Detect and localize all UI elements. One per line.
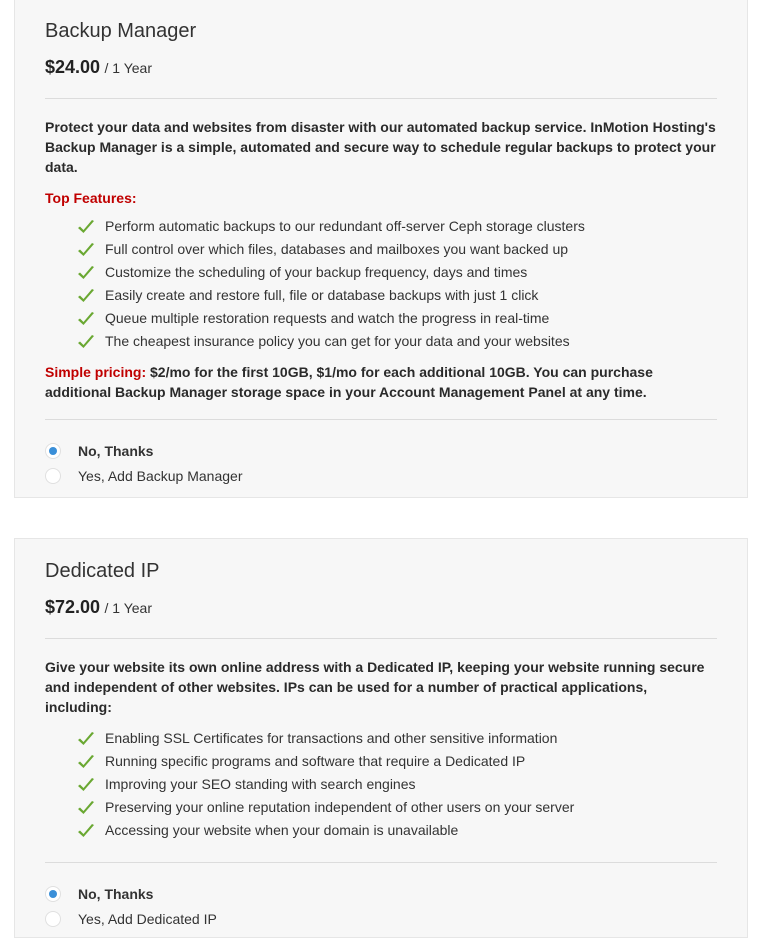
list-item: Full control over which files, databases and mailboxes you want backed up xyxy=(77,238,717,261)
radio-button[interactable] xyxy=(45,443,61,459)
backup-period: / 1 Year xyxy=(104,60,153,76)
dedicated-ip-price-row xyxy=(45,595,717,621)
check-icon xyxy=(77,777,95,793)
divider xyxy=(45,638,717,639)
radio-button[interactable] xyxy=(45,468,61,484)
check-icon xyxy=(77,311,95,327)
list-item: The cheapest insurance policy you can get for your data and your websites xyxy=(77,330,717,353)
check-icon xyxy=(77,334,95,350)
radio-button[interactable] xyxy=(45,911,61,927)
dedicated-ip-option-yes[interactable]: Yes, Add Dedicated IP xyxy=(45,906,717,931)
dedicated-ip-card xyxy=(14,538,748,938)
backup-price-row xyxy=(45,55,717,81)
check-icon xyxy=(77,800,95,816)
check-icon xyxy=(77,731,95,747)
check-icon xyxy=(77,754,95,770)
backup-option-yes[interactable]: Yes, Add Backup Manager xyxy=(45,463,717,488)
list-item: Perform automatic backups to our redundant off-server Ceph storage clusters xyxy=(77,215,717,238)
divider xyxy=(45,862,717,863)
dedicated-ip-title: Dedicated IP xyxy=(45,560,160,582)
pricing-label: Simple pricing: xyxy=(45,364,147,380)
backup-features-label: Top Features: xyxy=(45,190,137,206)
pricing-text: $2/mo for the first 10GB, $1/mo for each additional 10GB. You can purchase additional Backup Manager storage space in your Account Management Panel at any time. xyxy=(45,364,653,400)
backup-pricing xyxy=(45,362,717,402)
backup-options xyxy=(45,438,717,488)
list-item: Easily create and restore full, file or database backups with just 1 click xyxy=(77,284,717,307)
divider xyxy=(45,98,717,99)
dedicated-ip-period: / 1 Year xyxy=(104,600,153,616)
list-item: Preserving your online reputation independent of other users on your server xyxy=(77,796,717,819)
list-item: Improving your SEO standing with search engines xyxy=(77,773,717,796)
list-item: Running specific programs and software that require a Dedicated IP xyxy=(77,750,717,773)
list-item: Queue multiple restoration requests and watch the progress in real-time xyxy=(77,307,717,330)
backup-price: $24.00 xyxy=(45,57,101,77)
radio-button[interactable] xyxy=(45,886,61,902)
check-icon xyxy=(77,823,95,839)
list-item: Customize the scheduling of your backup frequency, days and times xyxy=(77,261,717,284)
check-icon xyxy=(77,219,95,235)
check-icon xyxy=(77,265,95,281)
list-item: Enabling SSL Certificates for transactions and other sensitive information xyxy=(77,727,717,750)
backup-title: Backup Manager xyxy=(45,20,197,42)
check-icon xyxy=(77,242,95,258)
dedicated-ip-option-no[interactable]: No, Thanks xyxy=(45,881,717,906)
backup-description: Protect your data and websites from disaster with our automated backup service. InMotion Hosting's Backup Manager is a simple, automated and secure way to schedule regular backups to protect your data. xyxy=(45,119,716,175)
backup-option-no[interactable]: No, Thanks xyxy=(45,438,717,463)
check-icon xyxy=(77,288,95,304)
list-item: Accessing your website when your domain is unavailable xyxy=(77,819,717,842)
backup-manager-card xyxy=(14,0,748,498)
dedicated-ip-description: Give your website its own online address with a Dedicated IP, keeping your website running secure and independent of other websites. IPs can be used for a number of practical applications, including: xyxy=(45,659,705,715)
dedicated-ip-price: $72.00 xyxy=(45,597,101,617)
backup-features-list xyxy=(45,215,717,353)
dedicated-ip-features-list xyxy=(45,727,717,842)
divider xyxy=(45,419,717,420)
